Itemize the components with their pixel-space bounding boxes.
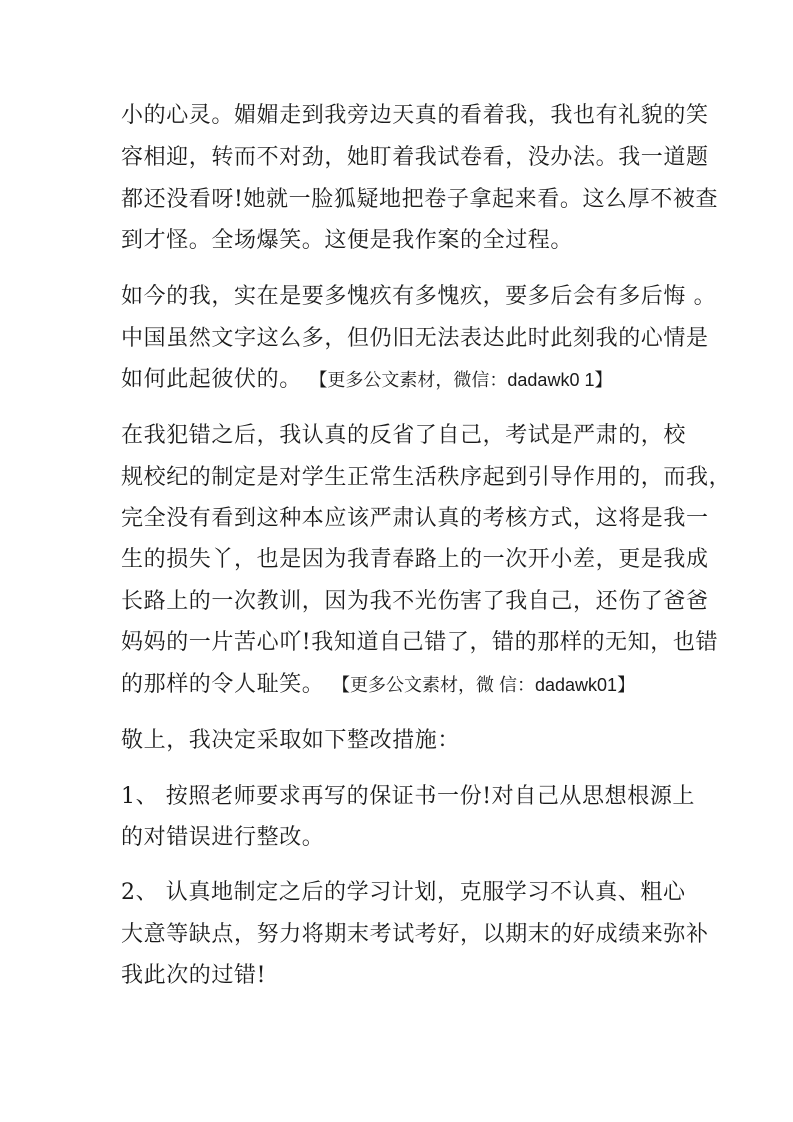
list-item-text: 的对错误进行整改。 [121,825,325,850]
list-item-text: 1、 按照老师要求再写的保证书一份!对自己从思想根源上 [121,784,696,809]
list-item-text: 2、 认真地制定之后的学习计划，克服学习不认真、粗心 [121,880,686,905]
text-line: 到才怪。全场爆笑。这便是我作案的全过程。 [121,228,574,253]
text-line: 如今的我，实在是要多愧疚有多愧疚，要多后会有多后悔 。 [121,284,717,309]
text-segment: 如何此起彼伏的。 [121,367,310,392]
text-line: 妈妈的一片苦心吖!我知道自己错了，错的那样的无知，也错 [121,630,719,655]
text-line [121,670,681,700]
text-line: 容相迎，转而不对劲，她盯着我试卷看，没办法。我一道题 [121,145,709,170]
list-item-text: 大意等缺点，努力将期末考试考好，以期末的好成绩来弥补 [121,922,709,947]
list-item-text: 我此次的过错! [121,963,267,988]
text-line: 在我犯错之后，我认真的反省了自己，考试是严肃的，校 [121,423,687,448]
text-line: 规校纪的制定是对学生正常生活秩序起到引导作用的，而我， [121,465,732,490]
text-line: 都还没看呀!她就一脸狐疑地把卷子拿起来看。这么厚不被查 [121,187,719,212]
text-line: 小的心灵。媚媚走到我旁边天真的看着我，我也有礼貌的笑 [121,103,709,128]
text-line: 中国虽然文字这么多，但仍旧无法表达此时此刻我的心情是 [121,326,709,351]
text-line: 生的损失丫，也是因为我青春路上的一次开小差，更是我成 [121,547,709,572]
text-line: 敬上，我决定采取如下整改措施： [121,728,461,753]
text-line: 长路上的一次教训，因为我不光伤害了我自己，还伤了爸爸 [121,589,709,614]
text-line: 完全没有看到这种本应该严肃认真的考核方式，这将是我一 [121,506,709,531]
text-segment: 的那样的令人耻笑。 [121,672,332,697]
promo-text: 【更多公文素材，微 信：dadawk01】 [332,675,636,695]
text-line [121,365,681,395]
promo-text: 【更多公文素材，微信：dadawk0 1】 [309,370,613,390]
